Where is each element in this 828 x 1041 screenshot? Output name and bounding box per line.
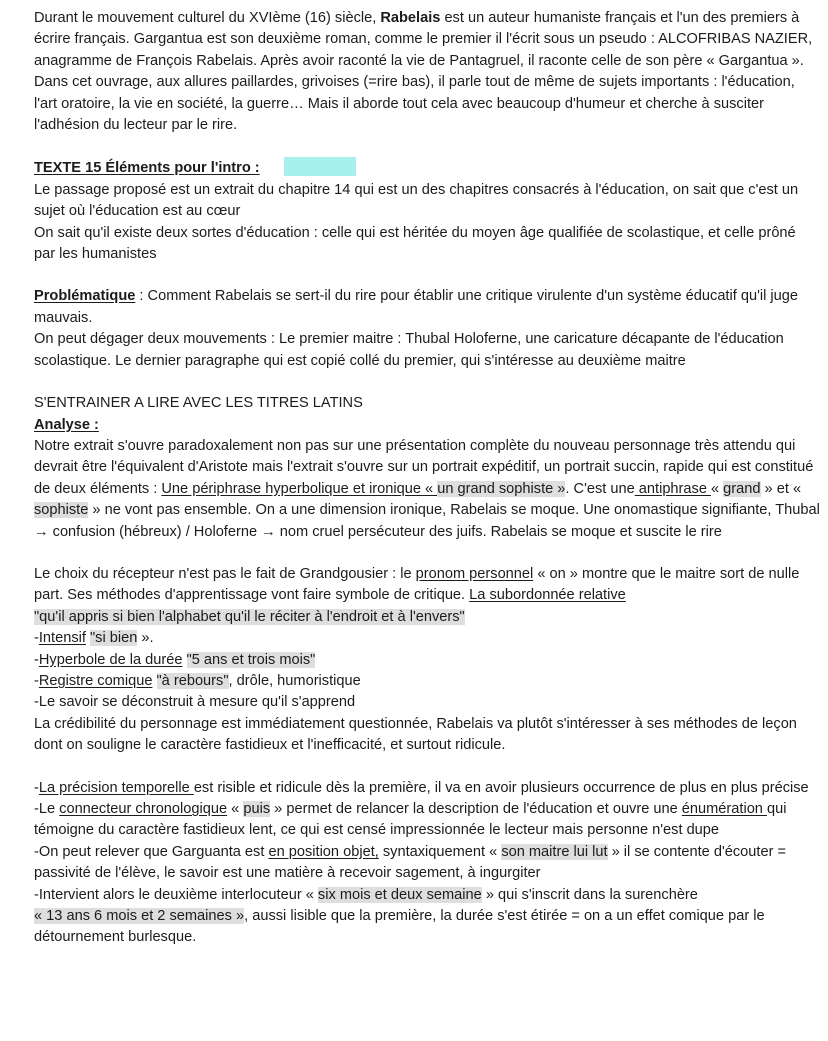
highlighted-quote: "à rebours" bbox=[156, 672, 229, 689]
analyse-text: » ne vont pas ensemble. On a une dimension ironique, Rabelais se moque. Une onomastique signifiante, Thubal → confusion (hébreux) / Holoferne → nom cruel persécuteur des juifs. Rabelais se moque et suscite le rire bbox=[34, 502, 820, 540]
intro-text-2: est un auteur humaniste français et l'un des premiers à écrire français. Gargantua est son deuxième roman, comme le premier il l'écrit sous un pseudo : ALCOFRIBAS NAZIER, anagramme de François Rabelais. Après avoir raconté la vie de Pantagruel, il raconte celle de son père « Gargantua ». Dans cet ouvrage, aux allures paillardes, grivoises (=rire bas), il parle tout de même de sujets importants : l'éducation, l'art oratoire, la vie en société, la guerre… Mais il aborde tout cela avec beaucoup d'humeur et cherche à susciter l'adhésion du lecteur par le rire. bbox=[34, 10, 813, 134]
underlined-term: Intensif bbox=[38, 630, 86, 647]
analyse-heading: Analyse : bbox=[34, 416, 99, 433]
underlined-term: antiphrase bbox=[634, 480, 711, 497]
recepteur-paragraph bbox=[34, 564, 820, 607]
problematique-paragraph bbox=[34, 286, 820, 329]
highlighted-quote: un grand sophiste » bbox=[437, 480, 566, 497]
underlined-term: en position objet, bbox=[268, 843, 379, 860]
highlighted-quote: six mois et deux semaine bbox=[317, 886, 482, 903]
problematique-label: Problématique bbox=[34, 288, 136, 305]
dash: - bbox=[34, 651, 39, 668]
bullet-text: syntaxiquement « bbox=[378, 843, 502, 860]
highlighted-quote: "5 ans et trois mois" bbox=[186, 651, 316, 668]
texte15-paragraph-1: Le passage proposé est un extrait du chapitre 14 qui est un des chapitres consacrés à l'éducation, on sait que c'est un sujet où l'éducation est au cœur bbox=[34, 181, 799, 220]
bullet-1 bbox=[34, 778, 820, 799]
intro-paragraph bbox=[34, 8, 820, 136]
underlined-term: La précision temporelle bbox=[38, 779, 194, 796]
recepteur-text: Le choix du récepteur n'est pas le fait de Grandgousier : le bbox=[34, 565, 416, 582]
bullet-3 bbox=[34, 842, 820, 885]
space bbox=[182, 652, 186, 668]
recepteur-conclusion: La crédibilité du personnage est immédiatement questionnée, Rabelais va plutôt s'intéresser à ses méthodes de leçon dont on souligne le caractère fastidieux et l'inefficacité, et surtout ridicule. bbox=[34, 715, 797, 754]
highlighted-quote: grand bbox=[723, 480, 761, 497]
analyse-text: . C'est une bbox=[565, 480, 635, 497]
analyse-text: « bbox=[711, 480, 724, 497]
bullet-text: -On peut relever que Garguanta est bbox=[34, 843, 269, 860]
bullet-text: » il se contente d'écouter = passivité de l'élève, le savoir est une matière à recevoir sagement, à ingurgiter bbox=[34, 843, 787, 882]
bullet-4 bbox=[34, 885, 820, 906]
list-text: ». bbox=[137, 630, 154, 647]
list-line: -Le savoir se déconstruit à mesure qu'il s'apprend bbox=[34, 694, 356, 711]
dash: - bbox=[34, 779, 39, 796]
space bbox=[152, 673, 156, 689]
mouvements-paragraph: On peut dégager deux mouvements : Le premier maitre : Thubal Holoferne, une caricature décapante de l'éducation scolastique. Le dernier paragraphe qui est copié collé du premier, qui s'intéresse au deuxième maitre bbox=[34, 331, 784, 369]
bullet-text: -Intervient alors le deuxième interlocuteur « bbox=[34, 886, 318, 903]
quote-mark: « bbox=[425, 480, 438, 497]
dash: - bbox=[34, 630, 39, 647]
highlighted-quote: « 13 ans 6 mois et 2 semaines » bbox=[34, 908, 245, 925]
underlined-term: La subordonnée relative bbox=[469, 587, 626, 604]
highlighted-quote: puis bbox=[243, 801, 271, 817]
texte15-heading: TEXTE 15 Éléments pour l'intro : bbox=[34, 160, 260, 177]
bullet-4-cont bbox=[34, 906, 820, 949]
problematique-text: : Comment Rabelais se sert-il du rire pour établir une critique virulente d'un système éducatif qu'il juge mauvais. bbox=[34, 288, 798, 326]
dash: - bbox=[34, 672, 39, 689]
highlight-mark bbox=[284, 157, 356, 176]
underlined-term: énumération bbox=[681, 801, 767, 817]
bullet-text: -Le bbox=[34, 801, 60, 817]
analyse-text: Notre extrait s'ouvre paradoxalement non pas sur une présentation complète du nouveau personnage très attendu qui devrait être l'équivalent d'Aristote mais l'extrait s'ouvre sur un portrait expéditif, un portrait succin, rapide qui est constitué de deux éléments : bbox=[34, 437, 814, 497]
training-title: S'ENTRAINER A LIRE AVEC LES TITRES LATINS bbox=[34, 395, 363, 412]
analyse-paragraph bbox=[34, 436, 820, 543]
highlighted-quote: son maitre lui lut bbox=[501, 843, 608, 860]
highlighted-quote: sophiste bbox=[34, 502, 89, 519]
highlighted-quote: "si bien bbox=[90, 630, 138, 647]
texte15-heading-line bbox=[34, 157, 820, 179]
bullet-text: « bbox=[227, 801, 244, 817]
bullet-text: » qui s'inscrit dans la surenchère bbox=[481, 886, 698, 903]
bullet-text: » permet de relancer la description de l'éducation et ouvre une bbox=[270, 801, 682, 817]
list-line bbox=[34, 671, 820, 692]
list-line bbox=[34, 650, 820, 671]
list-text: , drôle, humoristique bbox=[228, 672, 361, 689]
intro-text: Durant le mouvement culturel du XVIème (16) siècle, bbox=[34, 10, 381, 26]
analyse-text: » et « bbox=[760, 480, 802, 497]
document-page bbox=[34, 8, 820, 949]
texte15-paragraph-2: On sait qu'il existe deux sortes d'éducation : celle qui est héritée du moyen âge qualifiée de scolastique, et celle prôné par les humanistes bbox=[34, 224, 796, 263]
bullet-text: est risible et ridicule dès la première, il va en avoir plusieurs occurrence de plus en plus précise bbox=[193, 779, 809, 796]
bullet-2 bbox=[34, 799, 820, 842]
highlighted-quote: "qu'il appris si bien l'alphabet qu'il le réciter à l'endroit et à l'envers" bbox=[34, 608, 465, 625]
underlined-term: Registre comique bbox=[38, 672, 153, 689]
underlined-term: pronom personnel bbox=[415, 565, 534, 582]
bullet-text: qui témoigne du caractère fastidieux lent, ce qui est censé impressionnée le lecteur mais personne n'est dupe bbox=[34, 801, 787, 839]
underlined-term: connecteur chronologique bbox=[59, 801, 228, 817]
bullet-text: , aussi lisible que la première, la durée s'est étirée = on a un effet comique par le détournement burlesque. bbox=[34, 908, 765, 946]
underlined-term: Hyperbole de la durée bbox=[38, 651, 183, 668]
rabelais-bold: Rabelais bbox=[380, 10, 441, 26]
recepteur-text: « on » montre que le maitre sort de nulle part. Ses méthodes d'apprentissage vont faire symbole de critique. bbox=[34, 565, 800, 604]
underlined-term: Une périphrase hyperbolique et ironique bbox=[161, 480, 426, 497]
list-line bbox=[34, 628, 820, 649]
